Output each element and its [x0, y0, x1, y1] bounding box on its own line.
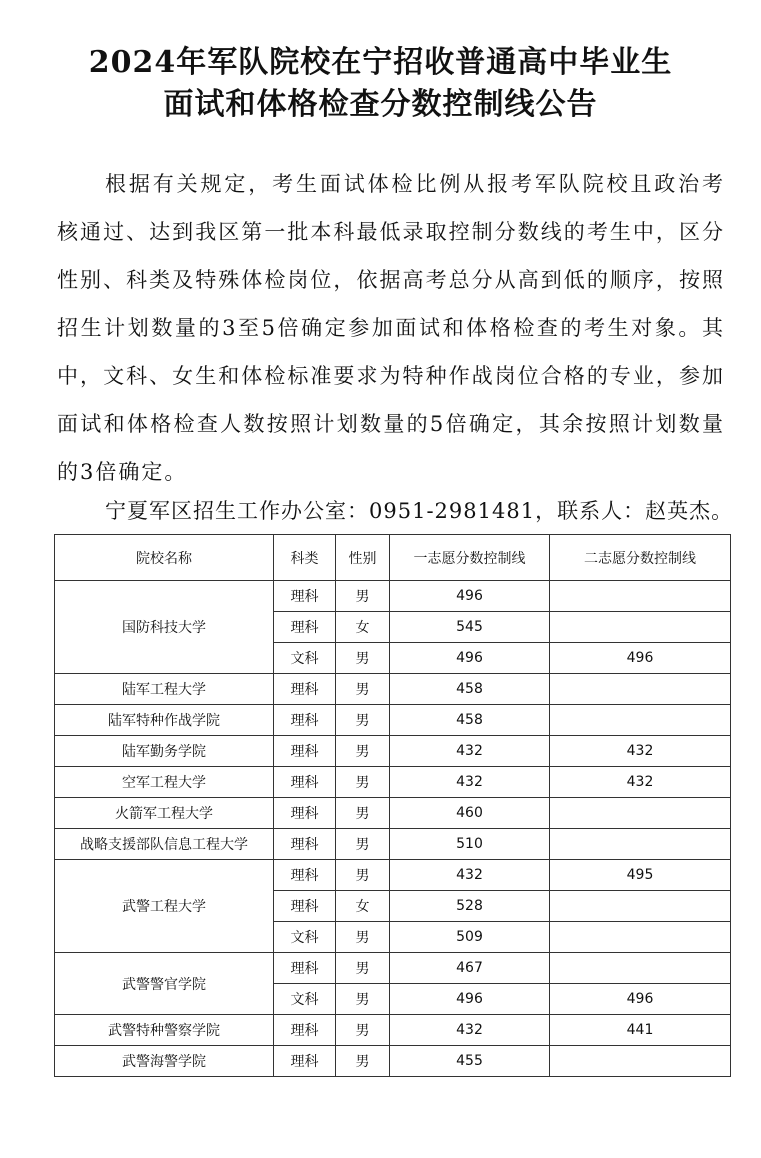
table-row [55, 798, 731, 829]
first-choice-score-cell: 458 [390, 674, 550, 705]
table-row [55, 767, 731, 798]
second-choice-score-cell [550, 705, 731, 736]
category-cell: 理科 [274, 581, 336, 612]
gender-cell: 男 [336, 953, 390, 984]
category-cell: 文科 [274, 984, 336, 1015]
gender-cell: 男 [336, 829, 390, 860]
second-choice-score-cell: 496 [550, 643, 731, 674]
category-cell: 理科 [274, 767, 336, 798]
first-choice-score-cell: 510 [390, 829, 550, 860]
second-choice-score-cell [550, 612, 731, 643]
gender-cell: 男 [336, 984, 390, 1015]
gender-cell: 男 [336, 581, 390, 612]
first-choice-score-cell: 458 [390, 705, 550, 736]
second-choice-score-cell [550, 581, 731, 612]
gender-cell: 女 [336, 612, 390, 643]
header-school: 院校名称 [55, 535, 274, 581]
first-choice-score-cell: 496 [390, 643, 550, 674]
school-name-cell: 武警工程大学 [55, 860, 274, 953]
category-cell: 理科 [274, 1015, 336, 1046]
second-choice-score-cell: 441 [550, 1015, 731, 1046]
header-category: 科类 [274, 535, 336, 581]
category-cell: 理科 [274, 953, 336, 984]
gender-cell: 男 [336, 767, 390, 798]
table-row [55, 860, 731, 891]
score-table [54, 534, 731, 1077]
second-choice-score-cell: 495 [550, 860, 731, 891]
category-cell: 理科 [274, 829, 336, 860]
gender-cell: 男 [336, 1015, 390, 1046]
table-row [55, 829, 731, 860]
gender-cell: 男 [336, 1046, 390, 1077]
first-choice-score-cell: 460 [390, 798, 550, 829]
second-choice-score-cell: 432 [550, 767, 731, 798]
contact-line: 宁夏军区招生工作办公室：0951-2981481，联系人：赵英杰。 [105, 499, 734, 523]
first-choice-score-cell: 432 [390, 860, 550, 891]
second-choice-score-cell [550, 674, 731, 705]
table-row [55, 1015, 731, 1046]
gender-cell: 男 [336, 674, 390, 705]
announcement-paragraph: 根据有关规定，考生面试体检比例从报考军队院校且政治考核通过、达到我区第一批本科最低录取控制分数线的考生中，区分性别、科类及特殊体检岗位，依据高考总分从高到低的顺序，按照招生计划数量的3至5倍确定参加面试和体格检查的考生对象。其中，文科、女生和体检标准要求为特种作战岗位合格的专业，参加面试和体格检查人数按照计划数量的5倍确定，其余按照计划数量的3倍确定。 [57, 172, 725, 484]
school-name-cell: 陆军工程大学 [55, 674, 274, 705]
category-cell: 理科 [274, 798, 336, 829]
first-choice-score-cell: 496 [390, 984, 550, 1015]
gender-cell: 男 [336, 860, 390, 891]
header-second-choice: 二志愿分数控制线 [550, 535, 731, 581]
second-choice-score-cell [550, 922, 731, 953]
school-name-cell: 武警海警学院 [55, 1046, 274, 1077]
category-cell: 理科 [274, 705, 336, 736]
school-name-cell: 武警警官学院 [55, 953, 274, 1015]
first-choice-score-cell: 432 [390, 1015, 550, 1046]
first-choice-score-cell: 455 [390, 1046, 550, 1077]
school-name-cell: 火箭军工程大学 [55, 798, 274, 829]
gender-cell: 男 [336, 798, 390, 829]
school-name-cell: 国防科技大学 [55, 581, 274, 674]
header-gender: 性别 [336, 535, 390, 581]
second-choice-score-cell: 432 [550, 736, 731, 767]
table-body [55, 581, 731, 1077]
second-choice-score-cell [550, 1046, 731, 1077]
category-cell: 文科 [274, 643, 336, 674]
category-cell: 理科 [274, 736, 336, 767]
table-row [55, 674, 731, 705]
table-row [55, 705, 731, 736]
second-choice-score-cell [550, 953, 731, 984]
category-cell: 理科 [274, 891, 336, 922]
header-first-choice: 一志愿分数控制线 [390, 535, 550, 581]
gender-cell: 女 [336, 891, 390, 922]
gender-cell: 男 [336, 922, 390, 953]
first-choice-score-cell: 432 [390, 736, 550, 767]
school-name-cell: 武警特种警察学院 [55, 1015, 274, 1046]
school-name-cell: 空军工程大学 [55, 767, 274, 798]
school-name-cell: 陆军勤务学院 [55, 736, 274, 767]
category-cell: 理科 [274, 612, 336, 643]
first-choice-score-cell: 496 [390, 581, 550, 612]
school-name-cell: 战略支援部队信息工程大学 [55, 829, 274, 860]
first-choice-score-cell: 528 [390, 891, 550, 922]
first-choice-score-cell: 467 [390, 953, 550, 984]
page-title-line1: 2024年军队院校在宁招收普通高中毕业生 [88, 45, 673, 80]
gender-cell: 男 [336, 736, 390, 767]
second-choice-score-cell [550, 798, 731, 829]
category-cell: 文科 [274, 922, 336, 953]
category-cell: 理科 [274, 860, 336, 891]
gender-cell: 男 [336, 643, 390, 674]
first-choice-score-cell: 509 [390, 922, 550, 953]
page-title-line2: 面试和体格检查分数控制线公告 [163, 87, 598, 122]
first-choice-score-cell: 432 [390, 767, 550, 798]
table-header-row [55, 535, 731, 581]
table-row [55, 581, 731, 612]
second-choice-score-cell [550, 891, 731, 922]
school-name-cell: 陆军特种作战学院 [55, 705, 274, 736]
second-choice-score-cell [550, 829, 731, 860]
category-cell: 理科 [274, 674, 336, 705]
gender-cell: 男 [336, 705, 390, 736]
first-choice-score-cell: 545 [390, 612, 550, 643]
table-row [55, 1046, 731, 1077]
table-row [55, 953, 731, 984]
category-cell: 理科 [274, 1046, 336, 1077]
second-choice-score-cell: 496 [550, 984, 731, 1015]
table-row [55, 736, 731, 767]
